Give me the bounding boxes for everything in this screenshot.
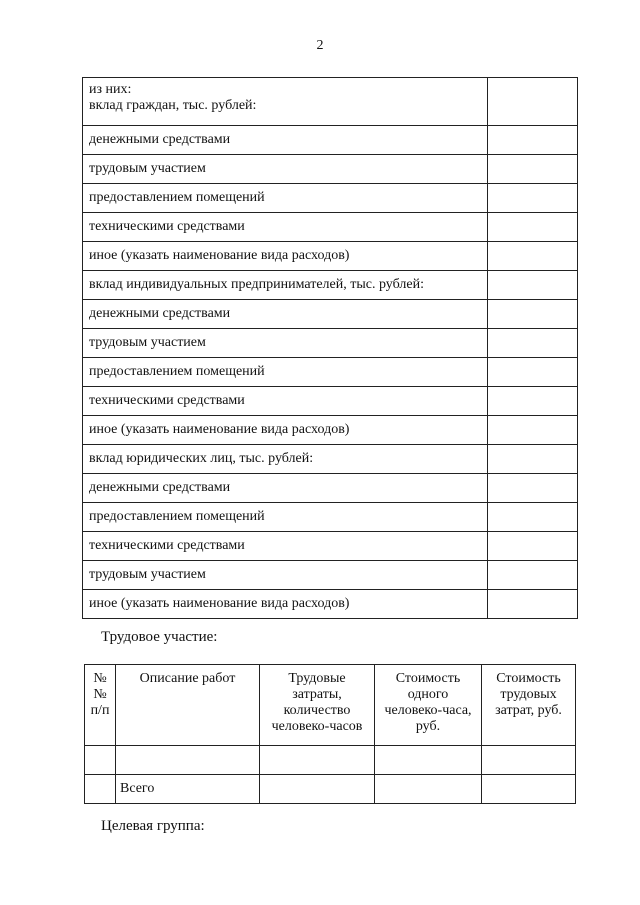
labor-total-number-cell [85, 775, 116, 804]
labor-table-header-row [85, 665, 576, 746]
labor-column-header-line: Описание работ [139, 671, 236, 686]
labor-blank-cell[interactable] [482, 746, 576, 775]
labor-column-header-line: Стоимость [395, 671, 461, 686]
contribution-value-cell[interactable] [488, 416, 578, 445]
contribution-row [83, 445, 578, 474]
contribution-row [83, 416, 578, 445]
contribution-label: предоставлением помещений [83, 503, 488, 532]
contribution-value-cell[interactable] [488, 271, 578, 300]
labor-column-header-line: Трудовые [288, 671, 346, 686]
contribution-label [83, 78, 488, 126]
contribution-row [83, 503, 578, 532]
labor-column-header [116, 665, 260, 746]
contribution-label: предоставлением помещений [83, 358, 488, 387]
contribution-row [83, 387, 578, 416]
contribution-value-cell[interactable] [488, 184, 578, 213]
contribution-value-cell[interactable] [488, 126, 578, 155]
contribution-value-cell[interactable] [488, 503, 578, 532]
contribution-value-cell[interactable] [488, 387, 578, 416]
contribution-value-cell[interactable] [488, 213, 578, 242]
contribution-value-cell[interactable] [488, 532, 578, 561]
page-number: 2 [316, 38, 324, 53]
contribution-label: иное (указать наименование вида расходов) [83, 416, 488, 445]
contribution-label: денежными средствами [83, 126, 488, 155]
labor-table-blank-row [85, 746, 576, 775]
contribution-row [83, 126, 578, 155]
contribution-label: трудовым участием [83, 155, 488, 184]
labor-column-header-line: человеко-часов [271, 719, 363, 734]
labor-column-header-line: количество [283, 703, 351, 718]
contribution-value-cell[interactable] [488, 474, 578, 503]
contribution-value-cell[interactable] [488, 78, 578, 126]
contribution-row [83, 590, 578, 619]
contribution-label: иное (указать наименование вида расходов) [83, 590, 488, 619]
labor-table [84, 664, 576, 804]
contribution-label: предоставлением помещений [83, 184, 488, 213]
contribution-row [83, 300, 578, 329]
labor-total-value-cell[interactable] [375, 775, 482, 804]
target-group-heading: Целевая группа: [101, 818, 205, 834]
contribution-label-line: вклад граждан, тыс. рублей: [89, 98, 257, 113]
contribution-value-cell[interactable] [488, 300, 578, 329]
labor-column-header [85, 665, 116, 746]
labor-total-value-cell[interactable] [482, 775, 576, 804]
contribution-label: техническими средствами [83, 213, 488, 242]
contribution-label: трудовым участием [83, 561, 488, 590]
labor-column-header-line: человеко-часа, [384, 703, 472, 718]
labor-section-heading: Трудовое участие: [101, 629, 218, 645]
contribution-value-cell[interactable] [488, 329, 578, 358]
labor-column-header-line: одного [407, 687, 449, 702]
labor-blank-cell[interactable] [260, 746, 375, 775]
labor-column-header-line: №№ [93, 671, 107, 702]
contribution-value-cell[interactable] [488, 155, 578, 184]
contribution-label: денежными средствами [83, 474, 488, 503]
labor-total-value-cell[interactable] [260, 775, 375, 804]
contribution-value-cell[interactable] [488, 242, 578, 271]
contributions-table [82, 77, 578, 619]
contribution-row [83, 242, 578, 271]
contribution-row [83, 184, 578, 213]
labor-blank-cell[interactable] [85, 746, 116, 775]
labor-column-header-line: затраты, [292, 687, 342, 702]
labor-total-label: Всего [116, 775, 260, 804]
contribution-label: техническими средствами [83, 532, 488, 561]
contribution-label: вклад индивидуальных предпринимателей, тыс. рублей: [83, 271, 488, 300]
contribution-row [83, 532, 578, 561]
contribution-label: техническими средствами [83, 387, 488, 416]
labor-column-header-line: п/п [90, 703, 110, 718]
contribution-value-cell[interactable] [488, 358, 578, 387]
contribution-value-cell[interactable] [488, 561, 578, 590]
labor-column-header-line: руб. [415, 719, 441, 734]
labor-column-header [260, 665, 375, 746]
contribution-value-cell[interactable] [488, 445, 578, 474]
contribution-row [83, 474, 578, 503]
labor-column-header-line: Стоимость [496, 671, 561, 686]
contribution-label: вклад юридических лиц, тыс. рублей: [83, 445, 488, 474]
contribution-label: иное (указать наименование вида расходов) [83, 242, 488, 271]
labor-blank-cell[interactable] [116, 746, 260, 775]
contribution-row [83, 155, 578, 184]
contribution-row [83, 358, 578, 387]
labor-column-header [482, 665, 576, 746]
contribution-row [83, 561, 578, 590]
contribution-label: денежными средствами [83, 300, 488, 329]
contribution-row [83, 78, 578, 126]
contribution-value-cell[interactable] [488, 590, 578, 619]
contribution-label-line: из них: [89, 82, 132, 97]
contribution-label: трудовым участием [83, 329, 488, 358]
labor-table-total-row [85, 775, 576, 804]
labor-column-header-line: трудовых [500, 687, 557, 702]
labor-blank-cell[interactable] [375, 746, 482, 775]
contribution-row [83, 271, 578, 300]
labor-column-header [375, 665, 482, 746]
contribution-row [83, 329, 578, 358]
labor-column-header-line: затрат, руб. [495, 703, 562, 718]
contribution-row [83, 213, 578, 242]
